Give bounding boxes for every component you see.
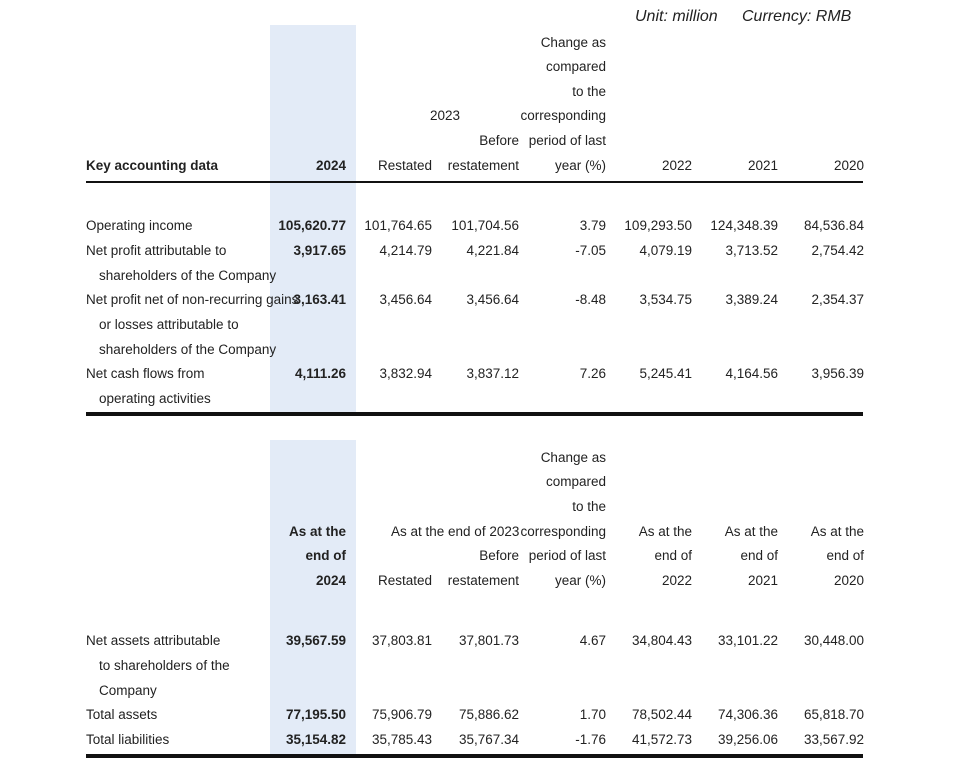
value-2024: 3,163.41: [293, 292, 346, 307]
value-before-restatement: 3,456.64: [466, 292, 519, 307]
row-label: Total assets: [86, 707, 158, 722]
column-header-2024: end of: [305, 548, 346, 563]
value-before-restatement: 35,767.34: [458, 732, 519, 747]
value-2020: 30,448.00: [803, 633, 864, 648]
value-before-restatement: 75,886.62: [458, 707, 519, 722]
column-header-2020: 2020: [833, 158, 864, 173]
row-label: Operating income: [86, 218, 193, 233]
value-2020: 3,956.39: [811, 366, 864, 381]
row-label: Total liabilities: [86, 732, 170, 747]
value-2022: 109,293.50: [624, 218, 692, 233]
value-change: 3.79: [579, 218, 606, 233]
value-2024: 4,111.26: [294, 366, 346, 381]
value-2020: 33,567.92: [803, 732, 864, 747]
row-label: Net assets attributable: [86, 633, 221, 648]
value-restated: 4,214.79: [379, 243, 432, 258]
value-before-restatement: 37,801.73: [458, 633, 519, 648]
value-2024: 35,154.82: [285, 732, 346, 747]
value-before-restatement: 3,837.12: [466, 366, 519, 381]
value-change: 7.26: [579, 366, 606, 381]
change-header-line: compared: [545, 474, 606, 489]
change-header-line: to the: [572, 84, 606, 99]
value-2020: 2,754.42: [811, 243, 864, 258]
value-2022: 78,502.44: [631, 707, 692, 722]
column-header-2020: end of: [826, 548, 864, 563]
value-change: -1.76: [575, 732, 606, 747]
column-header-2021: 2021: [747, 158, 778, 173]
change-header-line: corresponding: [520, 524, 606, 539]
value-2021: 3,389.24: [725, 292, 778, 307]
row-label: Net cash flows from: [86, 366, 205, 381]
table-bottom-rule: [86, 412, 863, 416]
value-2022: 41,572.73: [631, 732, 692, 747]
value-2020: 2,354.37: [811, 292, 864, 307]
value-2024: 39,567.59: [285, 633, 346, 648]
change-header-line: year (%): [554, 158, 606, 173]
column-header-2024: As at the: [288, 524, 346, 539]
before-restatement-header: restatement: [447, 573, 519, 588]
year-2023-header: 2023: [430, 108, 461, 123]
column-header-2022: 2022: [661, 158, 692, 173]
change-header-line: period of last: [528, 133, 606, 148]
value-change: -8.48: [575, 292, 606, 307]
change-header-line: Change as: [540, 35, 606, 50]
value-2024: 3,917.65: [293, 243, 346, 258]
row-label: Net profit net of non-recurring gains: [86, 292, 299, 307]
change-header-line: period of last: [528, 548, 606, 563]
value-2020: 84,536.84: [803, 218, 864, 233]
row-label-continued: operating activities: [99, 391, 211, 406]
value-2021: 3,713.52: [725, 243, 778, 258]
value-restated: 75,906.79: [371, 707, 432, 722]
value-restated: 3,456.64: [379, 292, 432, 307]
value-change: -7.05: [575, 243, 606, 258]
before-restatement-header: Before: [479, 133, 519, 148]
value-2024: 105,620.77: [278, 218, 346, 233]
unit-label: Unit: million: [635, 8, 718, 25]
value-restated: 3,832.94: [379, 366, 432, 381]
value-2022: 5,245.41: [639, 366, 692, 381]
change-header-line: Change as: [540, 450, 606, 465]
before-restatement-header: Before: [479, 548, 519, 563]
row-label-continued: to shareholders of the: [99, 658, 230, 673]
value-before-restatement: 4,221.84: [466, 243, 519, 258]
value-2021: 39,256.06: [717, 732, 778, 747]
value-2020: 65,818.70: [803, 707, 864, 722]
column-header-2022: 2022: [661, 573, 692, 588]
value-2022: 4,079.19: [639, 243, 692, 258]
restated-header: Restated: [377, 158, 432, 173]
value-restated: 37,803.81: [371, 633, 432, 648]
column-header-2024: 2024: [315, 158, 346, 173]
value-before-restatement: 101,704.56: [451, 218, 519, 233]
column-header-2021: As at the: [724, 524, 778, 539]
end-2023-header: As at the end of 2023: [391, 524, 520, 539]
header-rule: [86, 181, 863, 183]
currency-label: Currency: RMB: [742, 8, 852, 25]
key-accounting-data-header: Key accounting data: [86, 158, 219, 173]
value-change: 1.70: [579, 707, 606, 722]
restated-header: Restated: [377, 573, 432, 588]
value-restated: 101,764.65: [364, 218, 432, 233]
row-label-continued: shareholders of the Company: [99, 268, 277, 283]
value-2021: 124,348.39: [710, 218, 778, 233]
change-header-line: corresponding: [520, 108, 606, 123]
change-header-line: to the: [572, 499, 606, 514]
before-restatement-header: restatement: [447, 158, 519, 173]
column-header-2020: 2020: [833, 573, 864, 588]
row-label-continued: or losses attributable to: [99, 317, 239, 332]
column-header-2022: As at the: [638, 524, 692, 539]
value-restated: 35,785.43: [371, 732, 432, 747]
value-2024: 77,195.50: [285, 707, 346, 722]
column-header-2020: As at the: [810, 524, 864, 539]
value-2022: 34,804.43: [631, 633, 692, 648]
value-2021: 4,164.56: [725, 366, 778, 381]
column-header-2021: 2021: [747, 573, 778, 588]
row-label-continued: Company: [99, 683, 157, 698]
change-header-line: year (%): [554, 573, 606, 588]
column-header-2021: end of: [740, 548, 778, 563]
value-change: 4.67: [579, 633, 606, 648]
row-label: Net profit attributable to: [86, 243, 227, 258]
change-header-line: compared: [545, 59, 606, 74]
column-header-2022: end of: [654, 548, 692, 563]
row-label-continued: shareholders of the Company: [99, 342, 277, 357]
value-2021: 33,101.22: [717, 633, 778, 648]
value-2021: 74,306.36: [717, 707, 778, 722]
table-bottom-rule: [86, 754, 863, 758]
value-2022: 3,534.75: [639, 292, 692, 307]
column-header-2024: 2024: [315, 573, 346, 588]
